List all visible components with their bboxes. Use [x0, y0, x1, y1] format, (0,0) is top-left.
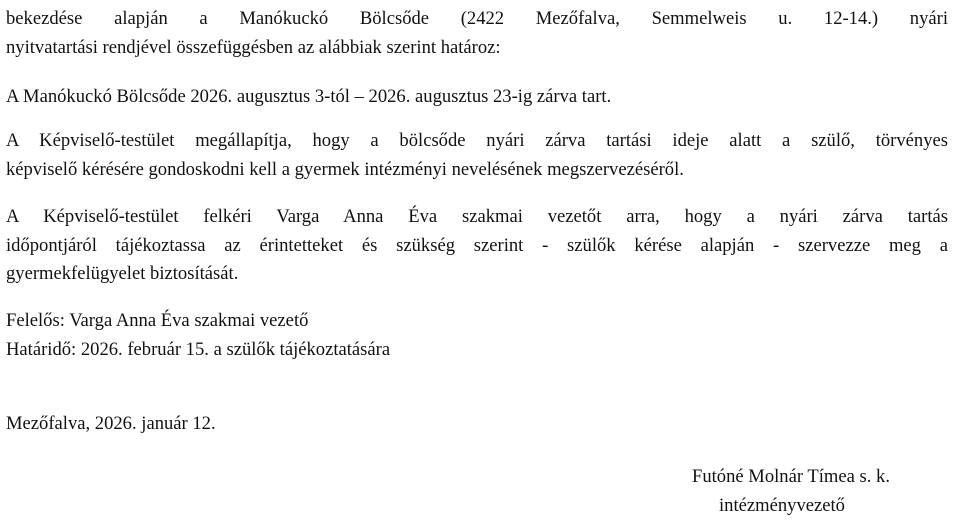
deadline-line: Határidő: 2026. február 15. a szülők tájékoztatására — [6, 338, 391, 360]
paragraph-line: A Képviselő-testület megállapítja, hogy a bölcsőde nyári zárva tartási ideje alatt a szülő, törvényes — [6, 130, 948, 151]
responsibility-block — [6, 307, 948, 364]
place-date: Mezőfalva, 2026. január 12. — [6, 413, 216, 434]
signature-title: intézményvezető — [719, 494, 845, 516]
paragraph-line: gyermekfelügyelet biztosítását. — [6, 263, 239, 284]
paragraph-decision-intro — [6, 5, 948, 62]
signature-block — [692, 463, 942, 520]
paragraph-closure-period — [6, 83, 948, 112]
paragraph-line: képviselő kérésére gondoskodni kell a gyermek intézményi nevelésének megszervezéséről. — [6, 158, 684, 180]
paragraph-request-leader — [6, 203, 948, 289]
paragraph-line: bekezdése alapján a Manókuckó Bölcsőde (2422 Mezőfalva, Semmelweis u. 12-14.) nyári — [6, 8, 948, 29]
responsible-line: Felelős: Varga Anna Éva szakmai vezető — [6, 310, 309, 331]
signature-name: Futóné Molnár Tímea s. k. — [692, 466, 890, 487]
paragraph-care-obligation — [6, 127, 948, 184]
paragraph-line: nyitvatartási rendjével összefüggésben az alábbiak szerint határoz: — [6, 36, 501, 58]
place-date-block — [6, 410, 948, 439]
paragraph-line: A Képviselő-testület felkéri Varga Anna Éva szakmai vezetőt arra, hogy a nyári zárva tartás — [6, 206, 948, 227]
paragraph-line: időpontjáról tájékoztassa az érintetteket és szükség szerint - szülők kérése alapján - szervezze meg a — [6, 234, 948, 256]
paragraph-line: A Manókuckó Bölcsőde 2026. augusztus 3-tól – 2026. augusztus 23-ig zárva tart. — [6, 86, 612, 107]
